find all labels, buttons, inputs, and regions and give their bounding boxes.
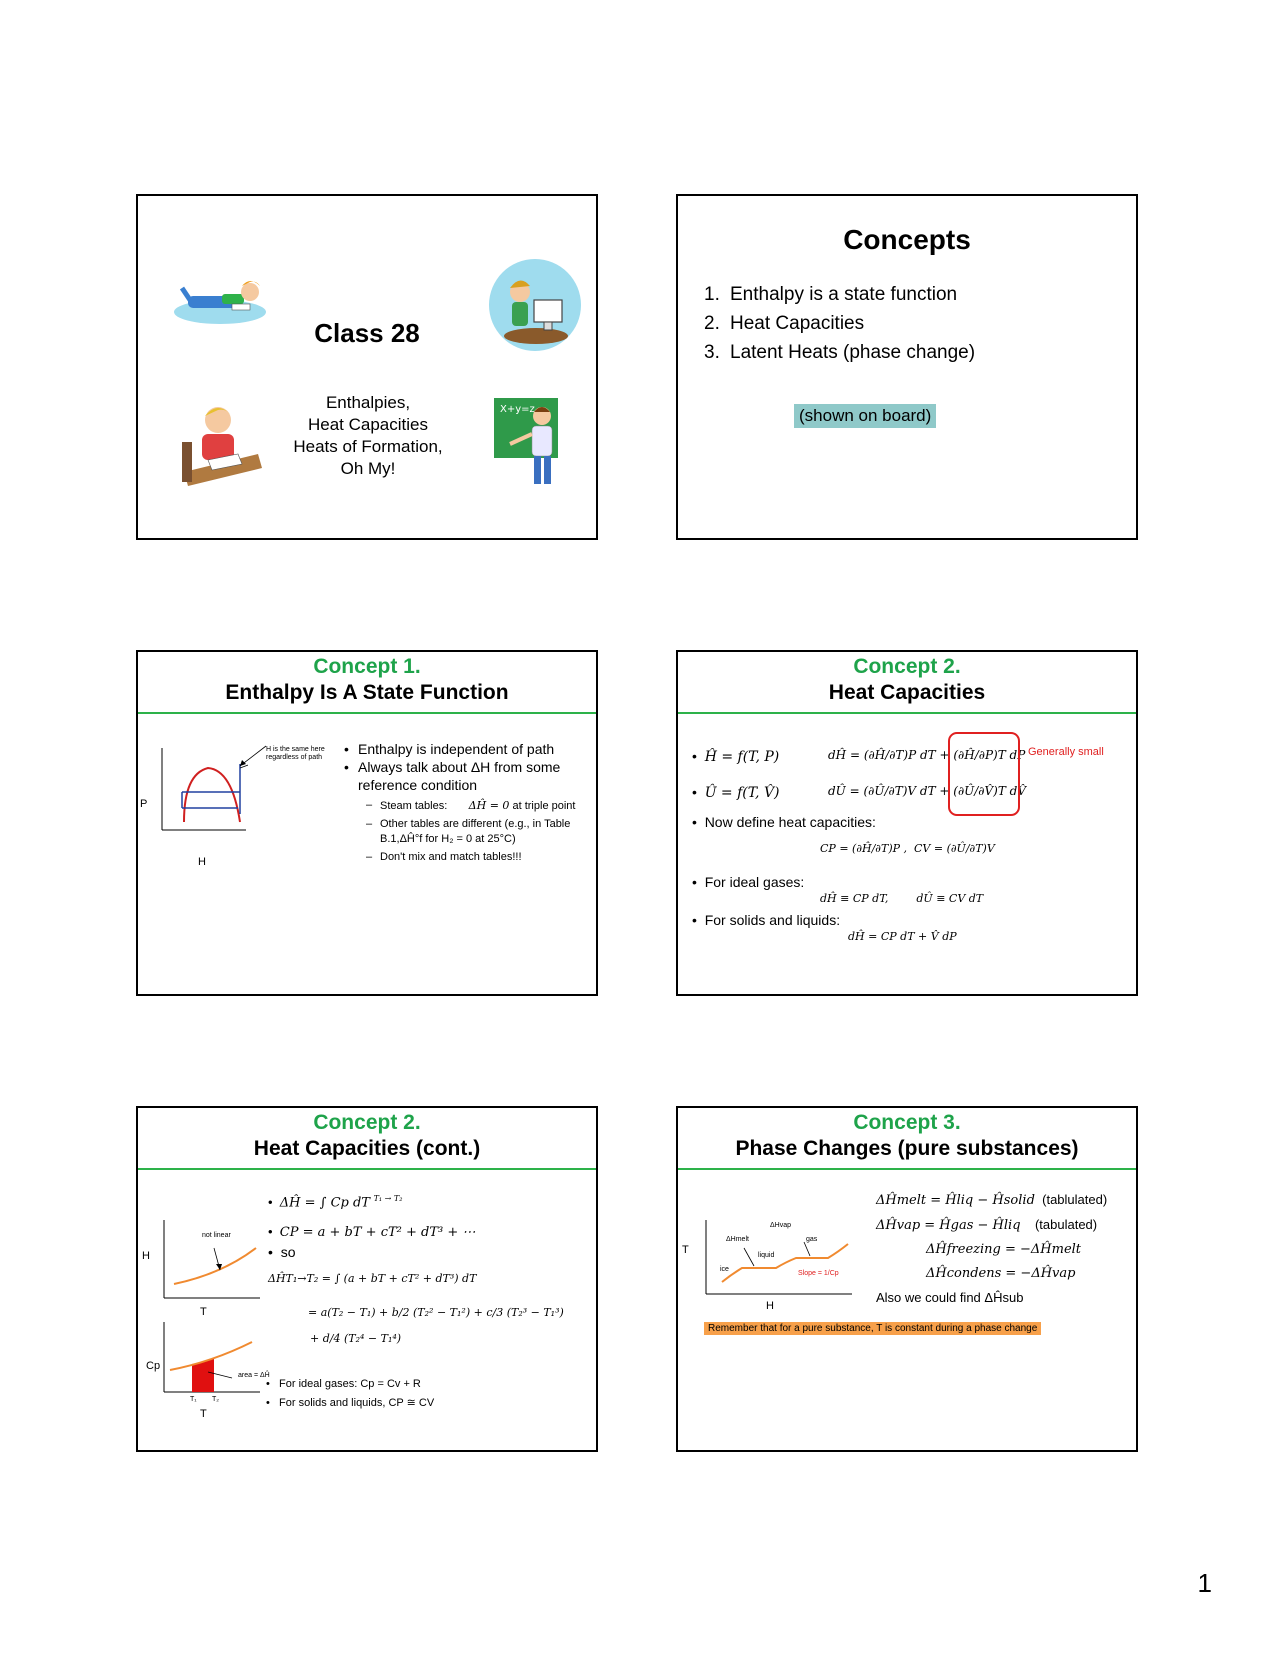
slide-concept-2-cont xyxy=(136,1106,598,1452)
thinking-student-clipart xyxy=(178,394,262,490)
sub-bullet-list xyxy=(366,798,594,865)
area-note: area = ΔĤ xyxy=(238,1372,270,1379)
t1-label: T₁ xyxy=(190,1396,197,1403)
slope-label: Slope = 1/Cp xyxy=(798,1270,839,1277)
bullet-item: • For ideal gases: xyxy=(692,874,805,890)
condens-eq: ΔĤcondens = −ΔĤvap xyxy=(926,1266,1076,1281)
triple-point-eq: ΔĤ = 0 xyxy=(468,799,510,812)
bullet-item: • Ĥ = f(T, P) xyxy=(692,748,780,765)
solids-liquids-relation: For solids and liquids, CP ≅ CV xyxy=(279,1397,435,1409)
solids-liquids-text: For solids and liquids: xyxy=(704,912,841,928)
item-number: 1. xyxy=(704,284,720,305)
bullet-item: • Û = f(T, V̂) xyxy=(692,784,780,801)
enthalpy-function-eq: Ĥ = f(T, P) xyxy=(704,749,780,765)
concept-number: Concept 2. xyxy=(853,655,961,678)
list-item xyxy=(704,309,975,338)
solids-liquids-eq: dĤ = CP dT + V̂ dP xyxy=(848,930,957,943)
axis-label-p: P xyxy=(140,798,148,810)
ideal-gases-text: For ideal gases: xyxy=(704,874,805,890)
bullet-item: • so xyxy=(268,1244,296,1260)
sub-bullet-item: – Other tables are different (e.g., in Table B.1,ΔĤ°f for H₂ = 0 at 25°C) xyxy=(366,817,594,847)
bullet-item: • Now define heat capacities: xyxy=(692,814,876,830)
shown-on-board-note: (shown on board) xyxy=(794,404,936,428)
integral-equation: ΔĤT₁→T₂ = ∫ (a + bT + cT² + dT³) dT xyxy=(268,1272,477,1285)
bullet-item: • Enthalpy is independent of path xyxy=(342,740,594,758)
ideal-gas-eq: dĤ ≡ CP dT, dÛ ≡ CV dT xyxy=(820,892,984,905)
item-number: 2. xyxy=(704,313,720,334)
item-text: Latent Heats (phase change) xyxy=(730,342,976,363)
p-h-path-diagram xyxy=(148,744,248,836)
enthalpy-differential-eq: dĤ = (∂Ĥ/∂T)P dT + (∂Ĥ/∂P)T dP xyxy=(828,748,1026,762)
concept-title: Heat Capacities (cont.) xyxy=(253,1137,481,1160)
annotation-arrow xyxy=(236,744,268,774)
liquid-label: liquid xyxy=(758,1252,775,1259)
concept-number: Concept 2. xyxy=(313,1111,421,1134)
define-text: Now define heat capacities: xyxy=(704,814,876,830)
integral-result: = a(T₂ − T₁) + b/2 (T₂² − T₁²) + c/3 (T₂³ − T₁³) xyxy=(308,1306,564,1319)
triple-point-text: at triple point xyxy=(512,800,576,812)
so-text: so xyxy=(280,1244,296,1260)
subtitle-line: Heats of Formation, xyxy=(293,437,443,456)
bullet-item: • For solids and liquids, CP ≅ CV xyxy=(266,1397,435,1409)
axis-label-h: H xyxy=(198,856,206,868)
concept-title: Enthalpy Is A State Function xyxy=(225,681,509,704)
page-number: 1 xyxy=(1197,1568,1212,1598)
ideal-gases-relation: For ideal gases: Cp = Cv + R xyxy=(279,1378,421,1390)
energy-function-eq: Û = f(T, V̂) xyxy=(704,785,780,801)
axis-label-h: H xyxy=(766,1300,774,1312)
slide-concept-3 xyxy=(676,1106,1138,1452)
cp-polynomial: CP = a + bT + cT² + dT³ + ⋯ xyxy=(279,1225,476,1240)
list-item xyxy=(704,338,975,367)
teacher-chalkboard-clipart xyxy=(494,394,564,490)
axis-label-h: H xyxy=(142,1250,150,1262)
delta-h-integral: ΔĤ = ∫ Cp dT xyxy=(279,1195,370,1211)
gas-label: gas xyxy=(806,1236,818,1243)
slide-concept-1 xyxy=(136,650,598,996)
melt-eq: ΔĤmelt = Ĥliq − Ĥsolid xyxy=(876,1193,1035,1208)
item-number: 3. xyxy=(704,342,720,363)
bullet-item: • For solids and liquids: xyxy=(692,912,841,928)
freezing-eq: ΔĤfreezing = −ΔĤmelt xyxy=(926,1242,1082,1257)
bullet-list xyxy=(342,740,594,865)
cv-definition: CV = (∂Û/∂T)V xyxy=(914,842,995,855)
chalkboard-text: X+y=z xyxy=(500,404,535,415)
bullet-item: • Always talk about ΔH from some reference condition xyxy=(342,758,594,794)
subtitle-line: Heat Capacities xyxy=(307,415,428,434)
delta-h-vap-label: ΔHvap xyxy=(770,1222,792,1229)
phase-equations xyxy=(876,1188,1132,1310)
sub-bullet-item: – Don't mix and match tables!!! xyxy=(366,850,594,865)
also-sub-text: Also we could find ΔĤsub xyxy=(876,1290,1024,1305)
bullet-item: • For ideal gases: Cp = Cv + R xyxy=(266,1378,421,1390)
melt-tag: (tablulated) xyxy=(1042,1192,1108,1207)
ice-label: ice xyxy=(720,1266,729,1273)
vap-tag: (tabulated) xyxy=(1034,1217,1098,1232)
vap-eq: ΔĤvap = Ĥgas − Ĥliq xyxy=(876,1218,1021,1233)
sub-bullet-item xyxy=(366,798,594,814)
slide-title: Class 28 xyxy=(314,318,420,348)
integral-limits: T₁ → T₂ xyxy=(373,1194,403,1203)
bullet-item: • ΔĤ = ∫ Cp dT $^{T_1 \to T_2}$ xyxy=(268,1194,403,1211)
slide-concepts xyxy=(676,194,1138,540)
axis-label-t: T xyxy=(200,1408,207,1420)
slide-subtitle xyxy=(268,392,468,480)
subtitle-line: Enthalpies, xyxy=(325,393,411,412)
steam-tables-label: Steam tables: xyxy=(380,800,448,812)
slide-header xyxy=(678,1108,1136,1170)
slide-header xyxy=(138,1108,596,1170)
concept-title: Heat Capacities xyxy=(828,681,986,704)
slide-header xyxy=(138,652,596,714)
list-item xyxy=(704,280,975,309)
axis-label-cp: Cp xyxy=(146,1360,161,1372)
cp-vs-t-graph xyxy=(162,1320,262,1396)
integral-result-cont: + d/4 (T₂⁴ − T₁⁴) xyxy=(310,1332,402,1345)
t-vs-h-phase-graph xyxy=(704,1218,854,1298)
delta-h-melt-label: ΔHmelt xyxy=(726,1236,749,1243)
energy-differential-eq: dÛ = (∂Û/∂T)V dT + (∂Û/∂V̂)T dV̂ xyxy=(828,784,1027,798)
concept-number: Concept 1. xyxy=(313,655,421,678)
bullet-item: • CP = a + bT + cT² + dT³ + ⋯ xyxy=(268,1224,476,1240)
vap-eq-row xyxy=(876,1213,1132,1238)
slide-concept-2 xyxy=(676,650,1138,996)
slide-header xyxy=(678,652,1136,714)
concept-title: Phase Changes (pure substances) xyxy=(735,1137,1079,1160)
concepts-list xyxy=(704,280,975,367)
path-annotation: H is the same here regardless of path xyxy=(266,746,325,761)
generally-small-label: Generally small xyxy=(1028,746,1104,758)
h-vs-t-graph xyxy=(162,1218,262,1302)
cp-definition: CP = (∂Ĥ/∂T)P , xyxy=(820,842,908,855)
generally-small-box xyxy=(948,732,1020,816)
slide-class-28 xyxy=(136,194,598,540)
item-text: Heat Capacities xyxy=(730,313,865,334)
t2-label: T₂ xyxy=(212,1396,219,1403)
axis-label-t: T xyxy=(682,1244,689,1256)
melt-eq-row xyxy=(876,1188,1132,1213)
axis-label-t: T xyxy=(200,1306,207,1318)
concept-number: Concept 3. xyxy=(853,1111,961,1134)
item-text: Enthalpy is a state function xyxy=(730,284,958,305)
not-linear-note: not linear xyxy=(202,1232,231,1239)
subtitle-line: Oh My! xyxy=(340,459,396,478)
constant-temperature-note: Remember that for a pure substance, T is constant during a phase change xyxy=(704,1322,1041,1335)
slide-title: Concepts xyxy=(843,224,971,255)
